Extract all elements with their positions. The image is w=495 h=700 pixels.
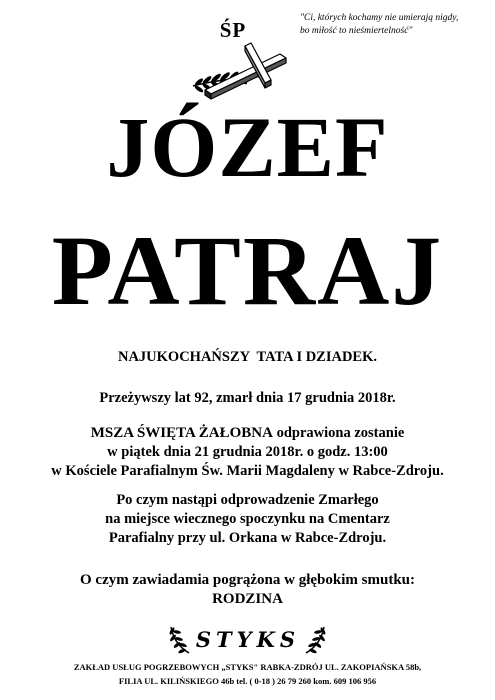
funeral-mass-info xyxy=(0,424,495,481)
family-signature: RODZINA xyxy=(212,591,283,607)
family-notice-line-1: O czym zawiadamia pogrążona w głębokim smutku: xyxy=(80,572,415,588)
styks-logo-word: STYKS xyxy=(195,627,301,652)
laurel-left-icon xyxy=(165,623,193,657)
funeral-mass-title: MSZA ŚWIĘTA ŻAŁOBNA xyxy=(90,425,273,441)
procession-info xyxy=(0,491,495,548)
procession-line-2: na miejsce wiecznego spoczynku na Cmentarz xyxy=(105,511,390,527)
memorial-quote xyxy=(300,12,490,38)
funeral-mass-line-3: w Kościele Parafialnym Św. Marii Magdaleny w Rabce-Zdroju. xyxy=(51,463,444,479)
styks-logo xyxy=(165,623,330,657)
laurel-right-icon xyxy=(302,623,330,657)
funeral-home-contact: FILIA UL. KILIŃSKIEGO 46b tel. ( 0-18 ) 26 79 260 kom. 609 106 956 xyxy=(118,676,377,686)
funeral-home-footer xyxy=(0,660,495,688)
funeral-mass-line-1 xyxy=(0,424,495,443)
memorial-quote-line-2: bo miłość to nieśmiertelność" xyxy=(300,26,413,36)
funeral-mass-line-2: w piątek dnia 21 grudnia 2018r. o godz. 13:00 xyxy=(107,444,388,460)
deceased-last-name: PATRAJ xyxy=(51,215,444,326)
deceased-first-name: JÓZEF xyxy=(106,99,389,195)
procession-line-1: Po czym nastąpi odprowadzenie Zmarłego xyxy=(116,492,379,508)
memorial-quote-line-1: "Ci, których kochamy nie umierają nigdy, xyxy=(300,13,459,23)
family-notice xyxy=(0,571,495,609)
sp-abbreviation: ŚP xyxy=(219,18,247,42)
funeral-mass-line-1-rest: odprawiona zostanie xyxy=(272,425,405,441)
funeral-home-address: ZAKŁAD USŁUG POGRZEBOWYCH „STYKS" RABKA-ZDRÓJ UL. ZAKOPIAŃSKA 58b, xyxy=(73,662,422,672)
relation-line: NAJUKOCHAŃSZY TATA I DZIADEK. xyxy=(117,349,378,365)
procession-line-3: Parafialny przy ul. Orkana w Rabce-Zdroju. xyxy=(108,530,387,546)
cross-with-palm-branch-icon xyxy=(185,40,295,102)
lifespan-line: Przeżywszy lat 92, zmarł dnia 17 grudnia 2018r. xyxy=(99,390,396,406)
